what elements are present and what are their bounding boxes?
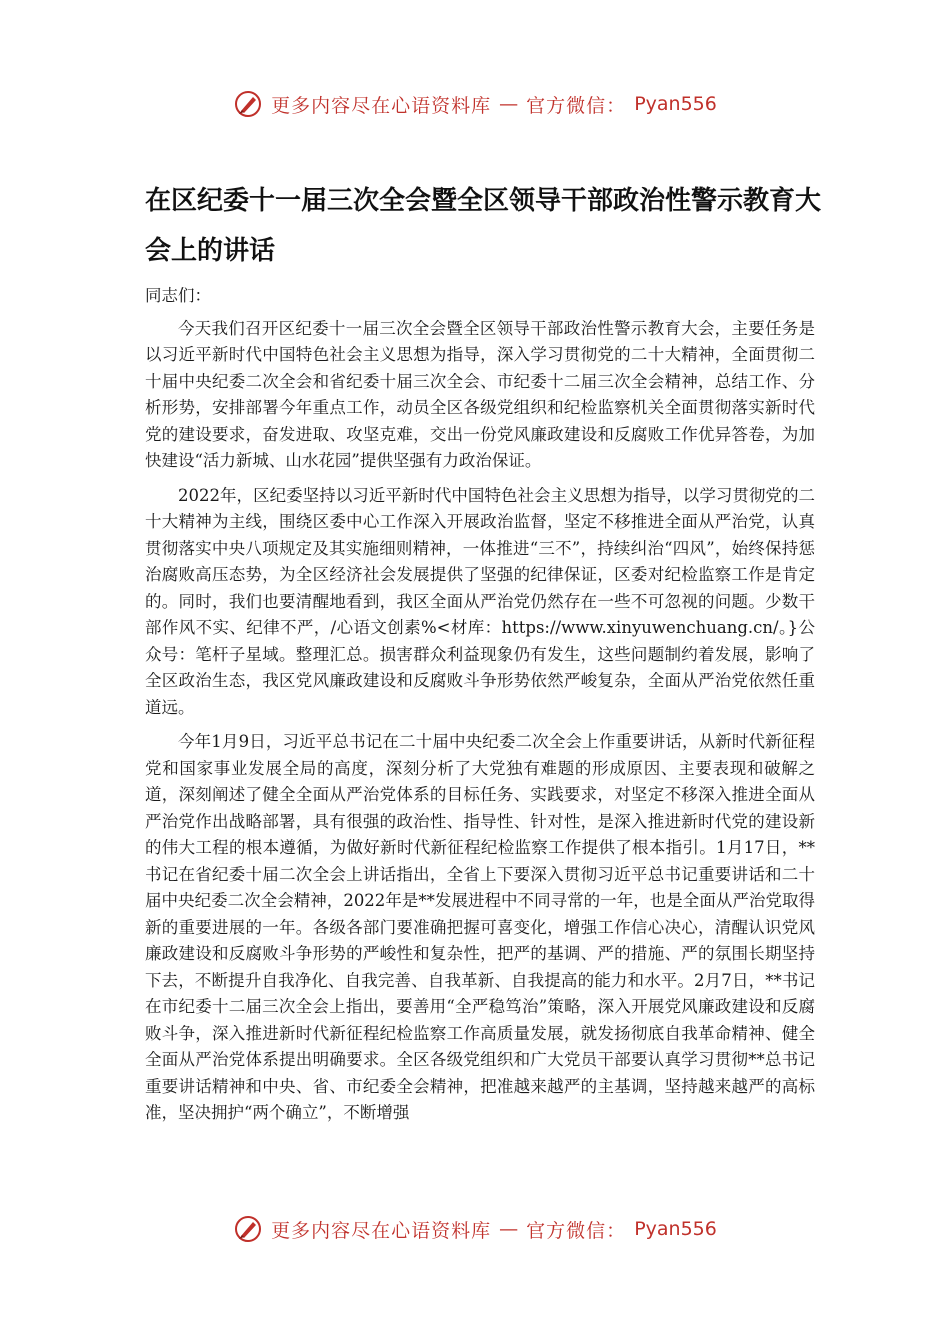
watermark-text: 更多内容尽在心语资料库 xyxy=(271,94,492,117)
paragraph: 今天我们召开区纪委十一届三次全会暨全区领导干部政治性警示教育大会，主要任务是以习近平新时代中国特色社会主义思想为指导，深入学习贯彻党的二十大精神，全面贯彻二十届中央纪委二次全会和省纪委十届三次全会、市纪委十二届三次全会精神，总结工作、分析形势，安排部署今年重点工作，动员全区各级党组织和纪检监察机关全面贯彻落实新时代党的建设要求，奋发进取、攻坚克难，交出一份党风廉政建设和反腐败工作优异答卷，为加快建设“活力新城、山水花园”提供坚强有力政治保证。 xyxy=(145,318,815,470)
paragraph: 2022年，区纪委坚持以习近平新时代中国特色社会主义思想为指导，以学习贯彻党的二十大精神为主线，围绕区委中心工作深入开展政治监督，坚定不移推进全面从严治党，认真贯彻落实中央八项规定及其实施细则精神，一体推进“三不”，持续纠治“四风”，始终保持惩治腐败高压态势，为全区经济社会发展提供了坚强的纪律保证，区委对纪检监察工作是肯定的。同时，我们也要清醒地看到，我区全面从严治党仍然存在一些不可忽视的问题。少数干部作风不实、纪律不严，/心语文创素%<材库：https://www.xinyuwenchuang.cn/。}公众号：笔杆子星域。整理汇总。损害群众利益现象仍有发生，这些问题制约着发展，影响了全区政治生态，我区党风廉政建设和反腐败斗争形势依然严峻复杂，全面从严治党依然任重道远。 xyxy=(145,485,815,717)
watermark-label: 官方微信： xyxy=(526,94,627,117)
pen-brush-logo-icon xyxy=(233,1214,263,1244)
footer-watermark xyxy=(0,1209,950,1249)
document-title: 在区纪委十一届三次全会暨全区领导干部政治性警示教育大会上的讲话 xyxy=(145,186,822,266)
document-body xyxy=(145,283,815,1127)
salutation: 同志们： xyxy=(145,286,211,305)
paragraph: 今年1月9日，习近平总书记在二十届中央纪委二次全会上作重要讲话，从新时代新征程党和国家事业发展全局的高度，深刻分析了大党独有难题的形成原因、主要表现和破解之道，深刻阐述了健全全面从严治党体系的目标任务、实践要求，对坚定不移深入推进全面从严治党作出战略部署，具有很强的政治性、指导性、针对性，是深入推进新时代党的建设新的伟大工程的根本遵循，为做好新时代新征程纪检监察工作提供了根本指引。1月17日，**书记在省纪委十届二次全会上讲话指出，全省上下要深入贯彻习近平总书记重要讲话和二十届中央纪委二次全会精神，2022年是**发展进程中不同寻常的一年，也是全面从严治党取得新的重要进展的一年。各级各部门要准确把握可喜变化，增强工作信心决心，清醒认识党风廉政建设和反腐败斗争形势的严峻性和复杂性，把严的基调、严的措施、严的氛围长期坚持下去，不断提升自我净化、自我完善、自我革新、自我提高的能力和水平。2月7日，**书记在市纪委十二届三次全会上指出，要善用“全严稳笃治”策略，深入开展党风廉政建设和反腐败斗争，深入推进新时代新征程纪检监察工作高质量发展，就发扬彻底自我革命精神、健全全面从严治党体系提出明确要求。全区各级党组织和广大党员干部要认真学习贯彻**总书记重要讲话精神和中央、省、市纪委全会精神，把准越来越严的主基调，坚持越来越严的高标准，坚决拥护“两个确立”，不断增强 xyxy=(145,732,815,1122)
watermark-contact: Pyan556 xyxy=(634,93,717,115)
watermark-label: 官方微信： xyxy=(526,1219,627,1242)
watermark-contact: Pyan556 xyxy=(634,1218,717,1240)
watermark-separator: — xyxy=(499,93,519,115)
pen-brush-logo-icon xyxy=(233,89,263,119)
header-watermark xyxy=(0,84,950,124)
watermark-separator: — xyxy=(499,1218,519,1240)
watermark-text: 更多内容尽在心语资料库 xyxy=(271,1219,492,1242)
